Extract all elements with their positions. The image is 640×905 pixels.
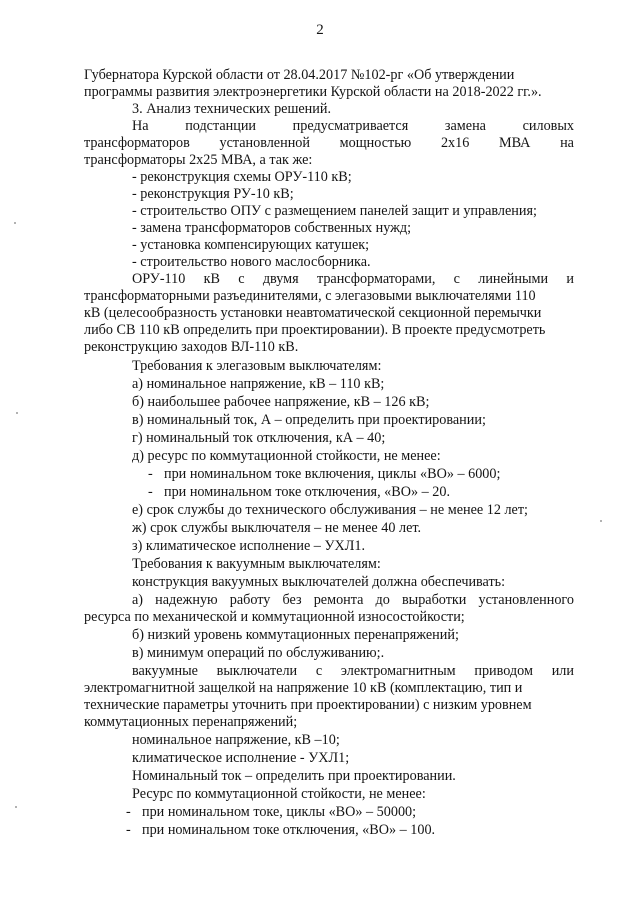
- word: или: [551, 663, 574, 679]
- justified-line: [132, 271, 574, 288]
- list-item: - установка компенсирующих катушек;: [132, 237, 370, 253]
- word: установленной: [219, 135, 310, 151]
- word: без: [282, 592, 302, 608]
- text-line: конструкция вакуумных выключателей должна обеспечивать:: [132, 574, 506, 590]
- word: линейными: [478, 271, 549, 287]
- scan-speck: [600, 520, 602, 522]
- word: 2х16: [440, 135, 470, 151]
- word: двумя: [262, 271, 299, 287]
- text-line: технические параметры уточнить при проектировании) с низким уровнем: [84, 697, 532, 713]
- word: с: [238, 271, 245, 287]
- word: На: [132, 118, 149, 134]
- text-line: кВ (целесообразность установки неавтоматической секционной перемычки: [84, 305, 542, 321]
- justified-line: [84, 135, 574, 152]
- word: вакуумные: [132, 663, 198, 679]
- sub-list-text: при номинальном токе отключения, «ВО» – 20.: [164, 484, 450, 500]
- list-item: - строительство ОПУ с размещением панелей защит и управления;: [132, 203, 537, 219]
- word: и: [566, 271, 574, 287]
- dash-bullet: -: [148, 466, 153, 482]
- list-item: г) номинальный ток отключения, кА – 40;: [132, 430, 386, 446]
- word: подстанции: [185, 118, 257, 134]
- word: выработки: [401, 592, 467, 608]
- list-item: в) номинальный ток, А – определить при проектировании;: [132, 412, 486, 428]
- text-line: трансформаторными разъединителями, с элегазовыми выключателями 110: [84, 288, 536, 304]
- word: электромагнитным: [340, 663, 456, 679]
- word: МВА: [498, 135, 531, 151]
- word: а): [132, 592, 144, 608]
- word: приводом: [474, 663, 533, 679]
- list-item: - строительство нового маслосборника.: [132, 254, 371, 270]
- justified-line: [132, 592, 574, 609]
- word: трансформаторов: [84, 135, 190, 151]
- sub-list-item: [148, 484, 450, 501]
- word: до: [375, 592, 390, 608]
- param-line: номинальное напряжение, кВ –10;: [132, 732, 340, 748]
- param-line: Номинальный ток – определить при проектировании.: [132, 768, 456, 784]
- scan-speck: [15, 806, 17, 808]
- word: с: [453, 271, 460, 287]
- dash-bullet: -: [126, 804, 131, 820]
- text-line: Губернатора Курской области от 28.04.2017 №102-рг «Об утверждении: [84, 67, 515, 83]
- word: силовых: [522, 118, 574, 134]
- word: ремонта: [313, 592, 364, 608]
- sub-list-item: [148, 466, 500, 483]
- text-line: трансформаторы 2х25 МВА, а так же:: [84, 152, 313, 168]
- list-item: в) минимум операций по обслуживанию;.: [132, 645, 385, 661]
- word: замена: [444, 118, 486, 134]
- text-line: программы развития электроэнергетики Курской области на 2018-2022 гг.».: [84, 84, 542, 100]
- section-heading: 3. Анализ технических решений.: [132, 101, 332, 117]
- word: мощностью: [339, 135, 412, 151]
- word: предусматривается: [292, 118, 409, 134]
- word: установленного: [478, 592, 574, 608]
- sub-list-text: при номинальном токе, циклы «ВО» – 50000;: [142, 804, 417, 820]
- word: трансформаторами,: [316, 271, 436, 287]
- param-line: Ресурс по коммутационной стойкости, не менее:: [132, 786, 426, 802]
- dash-bullet: -: [148, 484, 153, 500]
- list-item: а) номинальное напряжение, кВ – 110 кВ;: [132, 376, 385, 392]
- list-item: б) низкий уровень коммутационных перенапряжений;: [132, 627, 459, 643]
- dash-bullet: -: [126, 822, 131, 838]
- word: на: [560, 135, 574, 151]
- word: выключатели: [216, 663, 298, 679]
- word: ОРУ-110: [132, 271, 186, 287]
- list-item: - реконструкция схемы ОРУ-110 кВ;: [132, 169, 352, 185]
- justified-line: [132, 118, 574, 135]
- text-line: ресурса по механической и коммутационной износостойкости;: [84, 609, 465, 625]
- page-number: 2: [316, 22, 324, 38]
- subheading: Требования к элегазовым выключателям:: [132, 358, 382, 374]
- list-item: - замена трансформаторов собственных нужд;: [132, 220, 412, 236]
- sub-list-text: при номинальном токе отключения, «ВО» – 100.: [142, 822, 436, 838]
- scan-speck: [14, 222, 16, 224]
- list-item: з) климатическое исполнение – УХЛ1.: [132, 538, 365, 554]
- sub-list-text: при номинальном токе включения, циклы «ВО» – 6000;: [164, 466, 501, 482]
- word: с: [315, 663, 323, 679]
- subheading: Требования к вакуумным выключателям:: [132, 556, 381, 572]
- word: работу: [229, 592, 271, 608]
- sub-list-item: [126, 822, 435, 839]
- list-item: е) срок службы до технического обслуживания – не менее 12 лет;: [132, 502, 528, 518]
- text-line: либо СВ 110 кВ определить при проектировании). В проекте предусмотреть: [84, 322, 546, 338]
- word: кВ: [203, 271, 220, 287]
- list-item: д) ресурс по коммутационной стойкости, не менее:: [132, 448, 441, 464]
- list-item: ж) срок службы выключателя – не менее 40 лет.: [132, 520, 422, 536]
- scan-speck: [16, 412, 18, 414]
- text-line: коммутационных перенапряжений;: [84, 714, 298, 730]
- text-line: электромагнитной защелкой на напряжение 10 кВ (комплектацию, тип и: [84, 680, 523, 696]
- justified-line: [132, 663, 574, 680]
- param-line: климатическое исполнение - УХЛ1;: [132, 750, 350, 766]
- list-item: б) наибольшее рабочее напряжение, кВ – 126 кВ;: [132, 394, 430, 410]
- sub-list-item: [126, 804, 416, 821]
- text-line: реконструкцию заходов ВЛ-110 кВ.: [84, 339, 299, 355]
- word: надежную: [155, 592, 218, 608]
- list-item: - реконструкция РУ-10 кВ;: [132, 186, 294, 202]
